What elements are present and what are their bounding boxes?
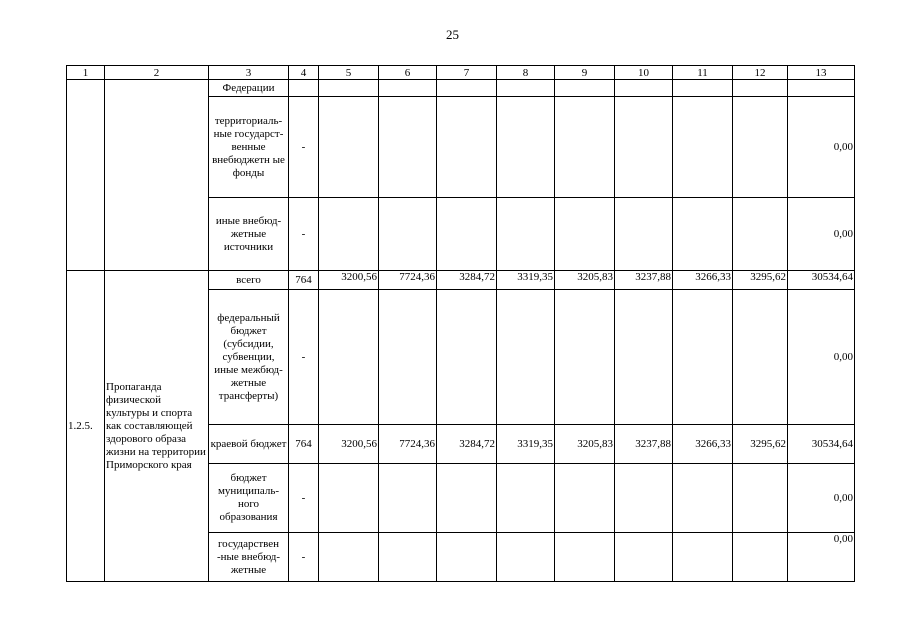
value-cell bbox=[497, 464, 555, 533]
value-cell: 3295,62 bbox=[733, 425, 788, 464]
value-cell bbox=[615, 80, 673, 97]
header-cell: 5 bbox=[319, 66, 379, 80]
value-cell bbox=[615, 533, 673, 582]
value-cell bbox=[673, 97, 733, 198]
total-cell: 0,00 bbox=[788, 533, 855, 582]
source-cell: иные внебюд-жетные источники bbox=[209, 198, 289, 271]
value-cell bbox=[673, 533, 733, 582]
value-cell bbox=[615, 198, 673, 271]
value-cell bbox=[733, 80, 788, 97]
value-cell bbox=[555, 464, 615, 533]
col4-cell: - bbox=[289, 290, 319, 425]
source-cell: бюджет муниципаль-ного образования bbox=[209, 464, 289, 533]
header-cell: 1 bbox=[67, 66, 105, 80]
value-cell bbox=[673, 198, 733, 271]
header-cell: 11 bbox=[673, 66, 733, 80]
total-cell: 30534,64 bbox=[788, 271, 855, 290]
total-cell: 0,00 bbox=[788, 97, 855, 198]
value-cell bbox=[733, 198, 788, 271]
name-cell-empty bbox=[105, 80, 209, 271]
value-cell bbox=[379, 290, 437, 425]
value-cell bbox=[497, 97, 555, 198]
source-cell: Федерации bbox=[209, 80, 289, 97]
value-cell: 7724,36 bbox=[379, 425, 437, 464]
value-cell bbox=[733, 533, 788, 582]
source-cell: федеральный бюджет (субсидии, субвенции, иные межбюд-жетные трансферты) bbox=[209, 290, 289, 425]
value-cell: 3205,83 bbox=[555, 425, 615, 464]
value-cell bbox=[319, 290, 379, 425]
item-code: 1.2.5. bbox=[67, 271, 105, 582]
value-cell bbox=[733, 97, 788, 198]
value-cell bbox=[555, 97, 615, 198]
value-cell bbox=[555, 198, 615, 271]
value-cell bbox=[319, 97, 379, 198]
header-cell: 2 bbox=[105, 66, 209, 80]
budget-table bbox=[66, 65, 855, 582]
value-cell: 3237,88 bbox=[615, 425, 673, 464]
code-cell-empty bbox=[67, 80, 105, 271]
header-cell: 10 bbox=[615, 66, 673, 80]
value-cell bbox=[555, 80, 615, 97]
value-cell bbox=[319, 198, 379, 271]
header-cell: 3 bbox=[209, 66, 289, 80]
value-cell: 3295,62 bbox=[733, 271, 788, 290]
value-cell bbox=[615, 464, 673, 533]
value-cell bbox=[379, 97, 437, 198]
value-cell bbox=[379, 80, 437, 97]
value-cell bbox=[437, 464, 497, 533]
value-cell bbox=[437, 80, 497, 97]
value-cell bbox=[497, 290, 555, 425]
total-cell: 0,00 bbox=[788, 198, 855, 271]
value-cell bbox=[673, 80, 733, 97]
source-cell: государствен -ные внебюд-жетные bbox=[209, 533, 289, 582]
value-cell bbox=[319, 464, 379, 533]
col4-cell: - bbox=[289, 198, 319, 271]
value-cell: 3205,83 bbox=[555, 271, 615, 290]
value-cell: 3319,35 bbox=[497, 425, 555, 464]
value-cell bbox=[319, 80, 379, 97]
value-cell: 3200,56 bbox=[319, 271, 379, 290]
header-cell: 12 bbox=[733, 66, 788, 80]
table-row bbox=[67, 80, 855, 97]
value-cell bbox=[319, 533, 379, 582]
total-cell bbox=[788, 80, 855, 97]
col4-cell: - bbox=[289, 97, 319, 198]
value-cell bbox=[673, 290, 733, 425]
header-cell: 7 bbox=[437, 66, 497, 80]
value-cell: 3266,33 bbox=[673, 425, 733, 464]
value-cell bbox=[555, 290, 615, 425]
col4-cell: - bbox=[289, 464, 319, 533]
value-cell bbox=[437, 97, 497, 198]
value-cell bbox=[379, 533, 437, 582]
total-cell: 0,00 bbox=[788, 290, 855, 425]
value-cell: 3266,33 bbox=[673, 271, 733, 290]
source-cell: всего bbox=[209, 271, 289, 290]
value-cell: 3237,88 bbox=[615, 271, 673, 290]
source-cell: краевой бюджет bbox=[209, 425, 289, 464]
source-cell: территориаль-ные государст-венные внебюджетн ые фонды bbox=[209, 97, 289, 198]
col4-cell: - bbox=[289, 533, 319, 582]
value-cell: 3284,72 bbox=[437, 271, 497, 290]
value-cell: 3319,35 bbox=[497, 271, 555, 290]
total-cell: 30534,64 bbox=[788, 425, 855, 464]
header-cell: 13 bbox=[788, 66, 855, 80]
total-cell: 0,00 bbox=[788, 464, 855, 533]
value-cell bbox=[437, 533, 497, 582]
col4-cell: 764 bbox=[289, 271, 319, 290]
value-cell bbox=[497, 533, 555, 582]
item-name: Пропаганда физической культуры и спорта как составляющей здорового образа жизни на территории Приморского края bbox=[105, 271, 209, 582]
header-cell: 9 bbox=[555, 66, 615, 80]
col4-cell: 764 bbox=[289, 425, 319, 464]
value-cell bbox=[379, 464, 437, 533]
value-cell bbox=[379, 198, 437, 271]
col4-cell bbox=[289, 80, 319, 97]
header-cell: 6 bbox=[379, 66, 437, 80]
value-cell bbox=[497, 80, 555, 97]
header-cell: 8 bbox=[497, 66, 555, 80]
page-number: 25 bbox=[446, 27, 459, 42]
value-cell bbox=[673, 464, 733, 533]
header-cell: 4 bbox=[289, 66, 319, 80]
value-cell bbox=[733, 290, 788, 425]
value-cell: 3284,72 bbox=[437, 425, 497, 464]
value-cell: 3200,56 bbox=[319, 425, 379, 464]
value-cell bbox=[437, 198, 497, 271]
value-cell bbox=[555, 533, 615, 582]
value-cell: 7724,36 bbox=[379, 271, 437, 290]
value-cell bbox=[437, 290, 497, 425]
value-cell bbox=[733, 464, 788, 533]
table-row bbox=[67, 271, 855, 290]
header-row bbox=[67, 66, 855, 80]
value-cell bbox=[615, 97, 673, 198]
value-cell bbox=[497, 198, 555, 271]
value-cell bbox=[615, 290, 673, 425]
